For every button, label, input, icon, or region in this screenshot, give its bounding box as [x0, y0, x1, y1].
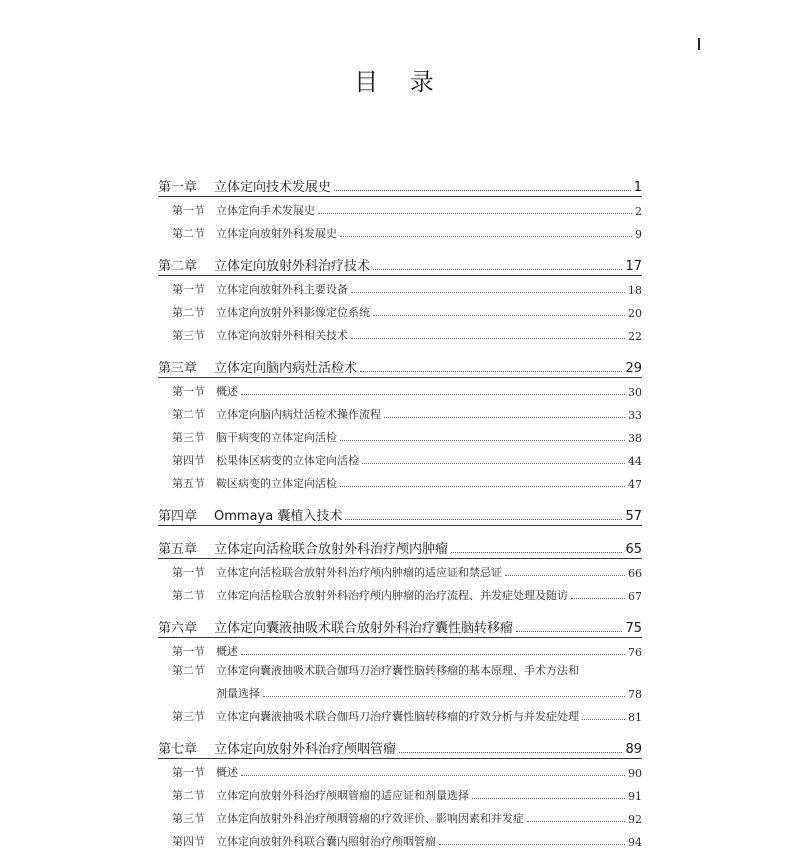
section-number: 第一节: [172, 766, 205, 779]
section-page: 91: [628, 790, 642, 803]
section-page: 81: [628, 711, 642, 724]
section-number: 第一节: [172, 385, 205, 398]
toc-section[interactable]: [158, 580, 642, 603]
toc-section-continuation[interactable]: [158, 678, 642, 701]
section-number: 第一节: [172, 645, 205, 658]
page-title: 目 录: [354, 68, 446, 96]
section-title: 立体定向囊液抽吸术联合伽玛刀治疗囊性脑转移瘤的疗效分析与并发症处理: [216, 710, 579, 723]
chapter-page: 29: [625, 361, 642, 376]
leader-dots: [505, 575, 625, 576]
section-number: 第四节: [172, 835, 205, 848]
leader-dots: [241, 654, 625, 655]
chapter-title: 立体定向囊液抽吸术联合放射外科治疗囊性脑转移瘤: [214, 621, 514, 636]
toc-chapter[interactable]: [158, 534, 642, 557]
toc-section[interactable]: [158, 195, 642, 218]
chapter-page: 57: [625, 509, 642, 524]
chapter-number: 第三章: [158, 361, 198, 376]
leader-dots: [451, 552, 622, 553]
section-page: 66: [628, 567, 642, 580]
leader-dots: [340, 486, 625, 487]
section-title: 立体定向放射外科影像定位系统: [216, 306, 370, 319]
chapter-title: 立体定向放射外科治疗技术: [214, 259, 371, 274]
toc-chapter[interactable]: [158, 251, 642, 274]
leader-dots: [571, 598, 625, 599]
section-number: 第一节: [172, 283, 205, 296]
page-edge-mark: [698, 38, 700, 50]
section-number: 第一节: [172, 566, 205, 579]
chapter-title: Ommaya 囊植入技术: [214, 509, 343, 524]
section-number: 第二节: [172, 306, 205, 319]
section-title: 概述: [216, 766, 238, 779]
section-title: 立体定向活检联合放射外科治疗颅内肿瘤的治疗流程、并发症处理及随访: [216, 589, 568, 602]
section-page: 20: [628, 307, 642, 320]
toc-chapter[interactable]: [158, 353, 642, 376]
section-title: 脑干病变的立体定向活检: [216, 431, 337, 444]
toc-section[interactable]: [158, 320, 642, 343]
section-number: 第二节: [172, 227, 205, 240]
chapter-title: 立体定向活检联合放射外科治疗颅内肿瘤: [214, 542, 449, 557]
leader-dots: [472, 798, 625, 799]
section-title: 立体定向放射外科治疗颅咽管瘤的适应证和剂量选择: [216, 789, 469, 802]
section-title: 立体定向放射外科相关技术: [216, 329, 348, 342]
section-title: 立体定向囊液抽吸术联合伽玛刀治疗囊性脑转移瘤的基本原理、手术方法和: [216, 664, 579, 677]
chapter-page: 65: [625, 542, 642, 557]
leader-dots: [345, 519, 622, 520]
toc-chapter[interactable]: [158, 613, 642, 636]
section-number: 第五节: [172, 477, 205, 490]
section-number: 第三节: [172, 812, 205, 825]
section-number: 第二节: [172, 589, 205, 602]
section-page: 2: [635, 205, 642, 218]
section-page: 33: [628, 409, 642, 422]
chapter-number: 第七章: [158, 742, 198, 757]
section-page: 44: [628, 455, 642, 468]
section-number: 第三节: [172, 710, 205, 723]
toc-section[interactable]: [158, 468, 642, 491]
leader-dots: [373, 269, 622, 270]
toc-chapter[interactable]: [158, 172, 642, 195]
toc-section[interactable]: [158, 274, 642, 297]
section-number: 第三节: [172, 431, 205, 444]
chapter-underline: [158, 525, 642, 526]
leader-dots: [527, 821, 625, 822]
leader-dots: [384, 417, 625, 418]
chapter-page: 17: [625, 259, 642, 274]
toc-section[interactable]: [158, 376, 642, 399]
leader-dots: [241, 394, 625, 395]
section-page: 22: [628, 330, 642, 343]
leader-dots: [340, 236, 632, 237]
section-title: 立体定向活检联合放射外科治疗颅内肿瘤的适应证和禁忌证: [216, 566, 502, 579]
leader-dots: [516, 631, 622, 632]
section-title: 立体定向脑内病灶活检术操作流程: [216, 408, 381, 421]
leader-dots: [351, 338, 625, 339]
section-page: 90: [628, 767, 642, 780]
section-page: 76: [628, 646, 642, 659]
chapter-title: 立体定向技术发展史: [214, 180, 332, 195]
section-page: 9: [635, 228, 642, 241]
toc-section[interactable]: [158, 297, 642, 320]
toc-section[interactable]: [158, 826, 642, 849]
section-title: 立体定向手术发展史: [216, 204, 315, 217]
chapter-page: 1: [633, 180, 642, 195]
section-title: 立体定向放射外科发展史: [216, 227, 337, 240]
leader-dots: [263, 696, 625, 697]
leader-dots: [399, 752, 622, 753]
leader-dots: [439, 844, 625, 845]
chapter-number: 第四章: [158, 509, 198, 524]
section-title-continuation: 剂量选择: [216, 687, 260, 700]
leader-dots: [360, 371, 622, 372]
section-number: 第三节: [172, 329, 205, 342]
section-title: 立体定向放射外科治疗颅咽管瘤的疗效评价、影响因素和并发症: [216, 812, 524, 825]
leader-dots: [334, 190, 631, 191]
toc-section[interactable]: [158, 636, 642, 659]
toc-chapter[interactable]: [158, 734, 642, 757]
section-number: 第二节: [172, 789, 205, 802]
section-number: 第四节: [172, 454, 205, 467]
section-page: 94: [628, 836, 642, 849]
leader-dots: [351, 292, 625, 293]
section-number: 第二节: [172, 664, 205, 677]
toc-chapter[interactable]: [158, 501, 642, 524]
leader-dots: [340, 440, 625, 441]
toc-section[interactable]: [158, 803, 642, 826]
toc-section[interactable]: [158, 557, 642, 580]
toc-section[interactable]: [158, 422, 642, 445]
leader-dots: [582, 719, 625, 720]
section-page: 78: [628, 688, 642, 701]
section-page: 30: [628, 386, 642, 399]
toc-section[interactable]: [158, 399, 642, 422]
chapter-page: 89: [625, 742, 642, 757]
chapter-number: 第二章: [158, 259, 198, 274]
section-title: 鞍区病变的立体定向活检: [216, 477, 337, 490]
section-title: 概述: [216, 385, 238, 398]
section-page: 92: [628, 813, 642, 826]
section-number: 第一节: [172, 204, 205, 217]
leader-dots: [318, 213, 632, 214]
chapter-number: 第五章: [158, 542, 198, 557]
chapter-title: 立体定向脑内病灶活检术: [214, 361, 358, 376]
section-number: 第二节: [172, 408, 205, 421]
chapter-number: 第一章: [158, 180, 198, 195]
toc-section[interactable]: [158, 701, 642, 724]
leader-dots: [241, 775, 625, 776]
toc-section[interactable]: [158, 659, 642, 678]
section-page: 47: [628, 478, 642, 491]
chapter-title: 立体定向放射外科治疗颅咽管瘤: [214, 742, 397, 757]
section-title: 松果体区病变的立体定向活检: [216, 454, 359, 467]
chapter-number: 第六章: [158, 621, 198, 636]
section-title: 立体定向放射外科主要设备: [216, 283, 348, 296]
toc-section[interactable]: [158, 757, 642, 780]
table-of-contents: [158, 172, 642, 849]
toc-section[interactable]: [158, 445, 642, 468]
section-page: 67: [628, 590, 642, 603]
leader-dots: [362, 463, 625, 464]
section-title: 概述: [216, 645, 238, 658]
section-page: 18: [628, 284, 642, 297]
toc-section[interactable]: [158, 218, 642, 241]
leader-dots: [373, 315, 625, 316]
section-title: 立体定向放射外科联合囊内照射治疗颅咽管瘤: [216, 835, 436, 848]
section-page: 38: [628, 432, 642, 445]
chapter-page: 75: [625, 621, 642, 636]
